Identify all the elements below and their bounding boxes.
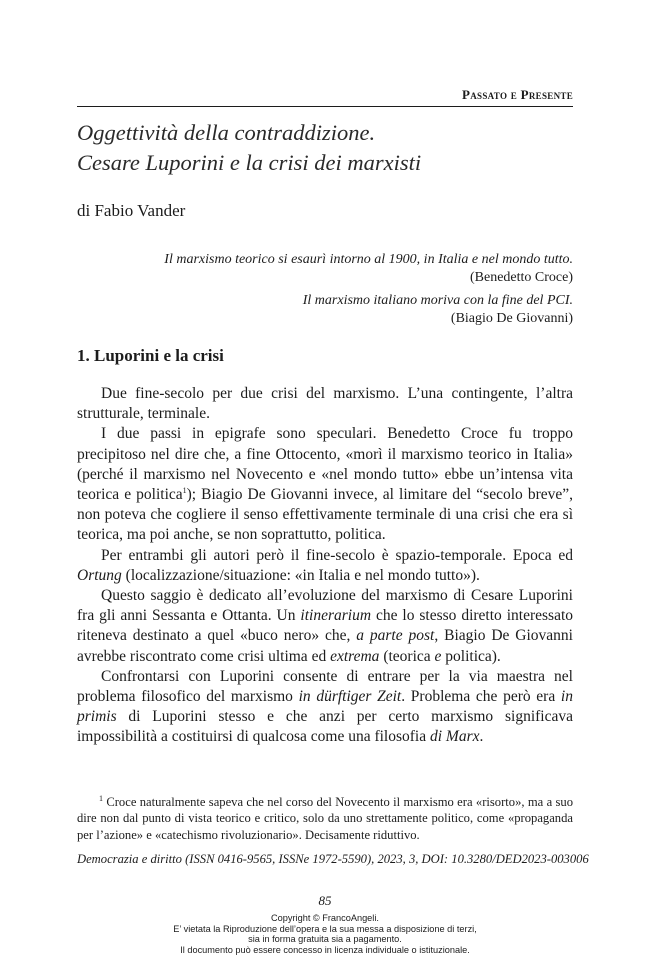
paragraph-5 (77, 667, 573, 748)
footnote-number: 1 (99, 793, 103, 803)
page-number: 85 (318, 893, 332, 908)
paragraph-2 (77, 424, 573, 545)
copyright-line-2: E’ vietata la Riproduzione dell’opera e la sua messa a disposizione di terzi, (173, 923, 477, 934)
paragraph-3-text-b: (localizzazione/situazione: «in Italia e nel mondo tutto»). (121, 566, 480, 584)
paragraph-4-italic-4: e (434, 647, 442, 665)
title-line-2: Cesare Luporini e la crisi dei marxisti (77, 150, 422, 175)
running-head: Passato e Presente (462, 87, 573, 102)
paragraph-2-text-b: ); Biagio De Giovanni invece, al limitare del “secolo breve”, non poteva che cogliere il senso effettivamente terminale di una crisi che era sì teorica, ma poi anche, se non soprattutto, politica. (77, 486, 573, 544)
paragraph-5-italic-1: in dürftiger Zeit (298, 688, 402, 706)
paragraph-4-text-a: Questo saggio è dedicato all’evoluzione del marxismo di Cesare Luporini fra gli anni Sessanta e Ottanta. Un (77, 587, 573, 625)
paragraph-5-italic-3: di Marx (430, 728, 480, 746)
paragraph-3-italic: Ortung (77, 566, 122, 584)
footnote-text: Croce naturalmente sapeva che nel corso del Novecento il marxismo era «risorto», ma a suo dire non dal punto di vista teorico e critico, solo da uno strettamente politico, come «propaganda per l’azione» e «catechismo rivoluzionario». Decisamente riduttivo. (77, 795, 573, 842)
epigraph-1-source: (Benedetto Croce) (469, 270, 573, 285)
paragraph-4 (77, 586, 573, 667)
epigraph-1-text: Il marxismo teorico si esaurì intorno al 1900, in Italia e nel mondo tutto. (164, 252, 573, 267)
copyright-line-4: Il documento può essere concesso in licenza individuale o istituzionale. (180, 944, 470, 955)
epigraph-2 (303, 292, 573, 328)
paragraph-4-text-d: (teorica (379, 647, 435, 665)
copyright-line-1: Copyright © FrancoAngeli. (271, 913, 379, 923)
footnote-1 (77, 794, 573, 843)
author-byline: di Fabio Vander (77, 201, 186, 220)
paragraph-5-text-a: Confrontarsi con Luporini consente di entrare per la via maestra nel problema filosofico del marxismo (77, 667, 573, 706)
paragraph-4-italic-1: itinerarium (300, 607, 372, 625)
article-title (77, 118, 421, 178)
footnote (77, 794, 573, 843)
paragraph-5-text-c: di Luporini stesso e che anzi per certo marxismo significava impossibilità a costituirsi di qualcosa come una filosofia (77, 708, 573, 746)
copyright-notice (0, 913, 650, 955)
paragraph-4-text-e: politica). (441, 647, 501, 665)
paragraph-5-text-d: . (479, 728, 484, 746)
paragraph-1-text: Due fine-secolo per due crisi del marxismo. L’una contingente, l’altra strutturale, terminale. (77, 385, 573, 423)
epigraph-2-source: (Biagio De Giovanni) (450, 311, 573, 326)
journal-citation: Democrazia e diritto (ISSN 0416-9565, ISSNe 1972-5590), 2023, 3, DOI: 10.3280/DED2023-003006 (77, 852, 589, 866)
header-rule (77, 106, 573, 107)
paragraph-5-italic-2: in primis (77, 688, 573, 726)
paragraph-4-italic-3: extrema (330, 647, 380, 665)
paragraph-1 (77, 384, 573, 424)
section-heading: 1. Luporini e la crisi (77, 346, 224, 365)
paragraph-4-text-b: che lo stesso diretto interessato riteneva destinato a quel «buco nero» che, (77, 607, 574, 645)
paragraph-3 (77, 546, 573, 586)
epigraph-1 (164, 251, 573, 287)
footnote-ref[interactable]: 1 (182, 485, 187, 495)
body-text (77, 384, 573, 748)
paragraph-4-text-c: , Biagio De Giovanni avrebbe riscontrato come crisi ultima ed (77, 627, 573, 665)
paragraph-2-text-a: I due passi in epigrafe sono speculari. Benedetto Croce fu troppo precipitoso nel dire che, a fine Ottocento, «morì il marxismo teorico in Italia» (perché il marxismo nel Novecento e «nel mondo tutto» ebbe un’intensa vita teorica e politica (77, 425, 573, 504)
title-line-1: Oggettività della contraddizione. (77, 120, 376, 145)
paragraph-5-text-b: . Problema che però era (401, 688, 561, 706)
paragraph-3-text-a: Per entrambi gli autori però il fine-secolo è spazio-temporale. Epoca ed (101, 546, 573, 564)
copyright-line-3: sia in forma gratuita sia a pagamento. (248, 934, 402, 945)
paragraph-4-italic-2: a parte post (356, 627, 435, 645)
epigraph-2-text: Il marxismo italiano moriva con la fine del PCI. (302, 293, 573, 308)
